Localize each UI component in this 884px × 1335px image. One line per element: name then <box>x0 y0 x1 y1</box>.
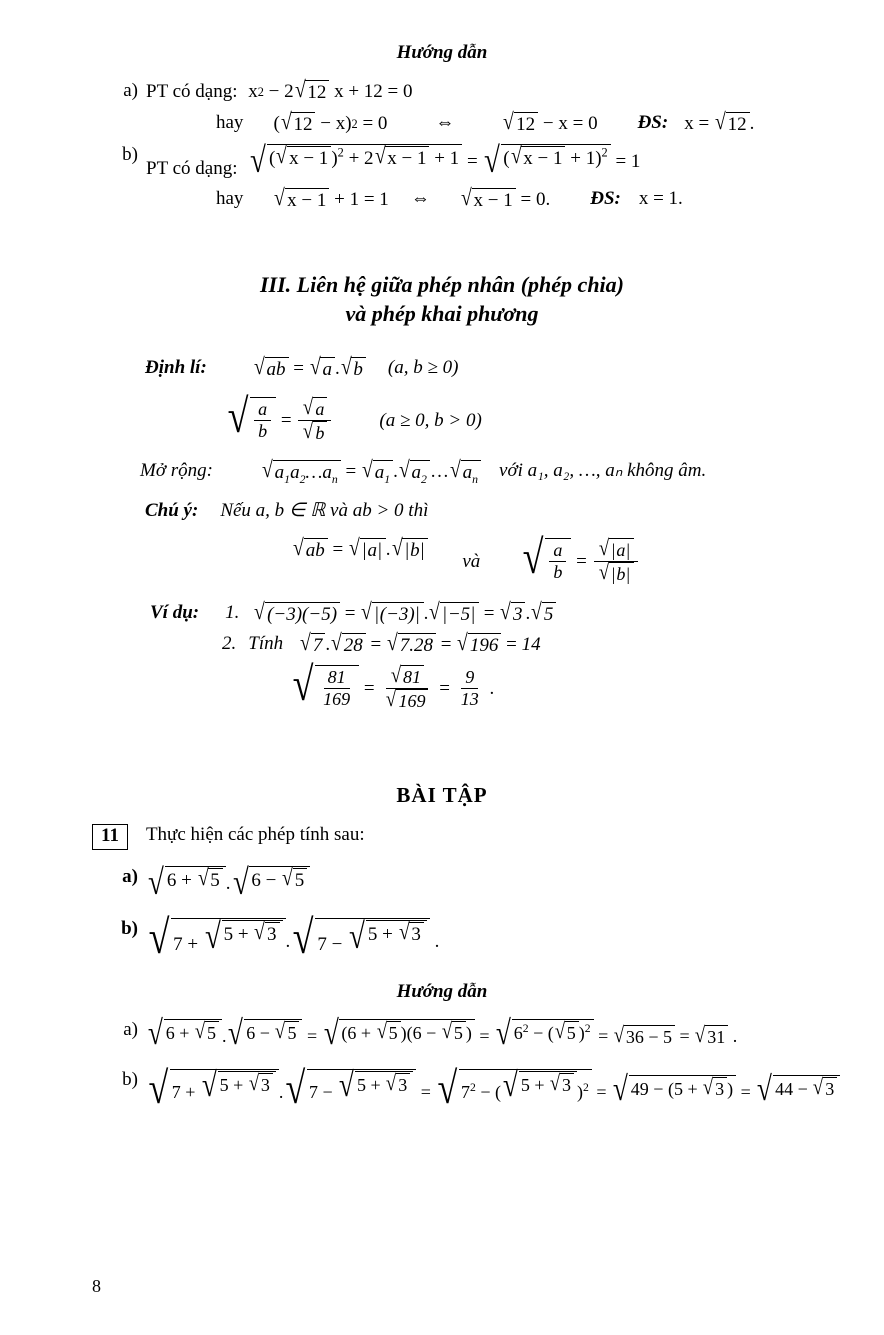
vi-du-2-expr: √ 7 . √ 28 = √ 7.28 = √ 196 = 14 <box>300 630 541 657</box>
solution-b-expr: √ ( √ x − 1 )$^2$ + 2 √ x − 1 + 1 = √ ( √ x − 1 + 1)$^2$ = 1 <box>250 139 641 180</box>
exercise-solution-a <box>0 1015 884 1053</box>
chu-y-va: và <box>462 550 481 572</box>
theorem-block <box>0 354 884 381</box>
dinh-li-expr-1: √ ab = √ a . √ b <box>253 357 366 381</box>
ds-label-b: ĐS: <box>590 187 621 209</box>
solution-a-expr3: √ 12 − x = 0 <box>503 108 598 135</box>
chu-y-expr-1: √ ab = √ |a| . √ |b| <box>292 538 428 562</box>
solution-b-expr2: √ x − 1 + 1 = 1 <box>274 184 389 211</box>
chu-y-text: Nếu a, b ∈ ℝ và ab > 0 thì <box>220 500 429 522</box>
section-heading <box>0 270 884 329</box>
chu-y-expr-2: √ $\frac{a}{b}$ = √ |a| √ |b| <box>520 538 640 586</box>
solution-a-text: PT có dạng: <box>146 81 238 102</box>
chu-y-label: Chú ý: <box>145 500 199 522</box>
dinh-li-cond-1: (a, b ≥ 0) <box>387 357 459 378</box>
ds-value-a: x = √ 12 . <box>684 108 755 135</box>
exercise-item-b <box>0 911 884 966</box>
ds-label-a: ĐS: <box>637 111 669 133</box>
exercise-expr-b: √ 7 + √ 5 + √ 3 . √ 7 − √ 5 + √ 3 . <box>148 911 440 964</box>
vi-du-1-num: 1. <box>225 601 240 623</box>
ds-value-b: x = 1. <box>638 187 683 209</box>
exercise-solution-label-b: b) <box>122 1069 138 1091</box>
exercise-number-badge: 11 <box>92 824 128 850</box>
exercise-label-a: a) <box>122 865 138 887</box>
mo-rong-block <box>0 457 884 487</box>
vi-du-3-expr: √ $\frac{81}{169}$ = √ 81 √ 169 = $\frac{9}{13}$ . <box>292 659 495 712</box>
dinh-li-expr-2: √ $\frac{a}{b}$ = √ a √ b <box>225 397 333 445</box>
chu-y-block <box>0 500 884 522</box>
vi-du-label: Ví dụ: <box>150 601 200 623</box>
item-label-a: a) <box>123 80 138 101</box>
solution-b-content <box>146 139 641 180</box>
solution-a-content <box>146 77 413 104</box>
solution-a-expr: x 2 − 2 √ 12 x + 12 = 0 <box>248 77 413 103</box>
solution-b-expr3: √ x − 1 = 0. <box>460 184 551 211</box>
vi-du-2-word: Tính <box>248 633 284 655</box>
solution-line-b2 <box>0 184 884 212</box>
solution-a-expr2: ( √ 12 − x) 2 = 0 <box>273 108 388 135</box>
exercise-prompt: Thực hiện các phép tính sau: <box>145 823 365 845</box>
exercise-solution-label-a: a) <box>123 1019 138 1041</box>
exercise-expr-a: √ 6 + √ 5 . √ 6 − √ 5 <box>146 866 310 902</box>
vi-du-2-num: 2. <box>222 633 237 655</box>
huong-dan-title-1: Hướng dẫn <box>396 42 488 63</box>
solution-line-a2 <box>0 108 884 136</box>
exercise-solution-b <box>0 1063 884 1114</box>
hay-word-b: hay <box>216 187 244 209</box>
dinh-li-cond-2: (a ≥ 0, b > 0) <box>379 409 482 431</box>
exercise-label-b: b) <box>121 917 138 939</box>
vi-du-3-row <box>0 659 884 713</box>
mo-rong-expr: √ $a_1a_2\dots a_n$ = √ $a_1$ . √ $a_2$ … √ $a_n$ <box>261 460 481 484</box>
item-label-b: b) <box>122 143 138 165</box>
solution-b-text: PT có dạng: <box>146 157 238 179</box>
solution-line-a <box>0 77 884 104</box>
section-title-line2: và phép khai phương <box>345 301 539 327</box>
hay-word-a: hay <box>216 111 244 133</box>
huong-dan-heading-1 <box>0 0 884 64</box>
page-number: 8 <box>92 1276 101 1296</box>
exercise-solution-expr-a: √ 6 + √ 5 . √ 6 − √ 5 = √ (6 + √ 5 )(6 − √ 5 ) = √ $6^2$ − ( √ 5 )$^2$ = √ 36 − 5 = √ 31 . <box>147 1015 738 1053</box>
exercise-solution-expr-b: √ 7 + √ 5 + √ 3 . √ 7 − √ 5 + √ 3 = √ $7^2$ − ( √ 5 + √ 3 )$^2$ = √ 49 − (5 + √ 3 ) = √ 44 − √ 3 <box>146 1069 840 1114</box>
mo-rong-tail: với a₁, a₂, …, aₙ không âm. <box>499 460 707 482</box>
exercise-11 <box>0 824 884 850</box>
huong-dan-title-2: Hướng dẫn <box>396 981 488 1003</box>
bai-tap-heading: BÀI TẬP <box>396 782 488 807</box>
theorem-block-2 <box>0 390 884 445</box>
vi-du-1-expr: √ (−3)(−5) = √ |(−3)| . √ |−5| = √ 3 . √ 5 <box>253 602 556 626</box>
iff-symbol-a: ⇔ <box>435 111 455 133</box>
exercise-item-a <box>0 861 884 902</box>
solution-line-b <box>0 139 884 180</box>
chu-y-formula-row <box>0 532 884 586</box>
section-title-line1: III. Liên hệ giữa phép nhân (phép chia) <box>260 271 624 297</box>
mo-rong-label: Mở rộng: <box>140 460 213 482</box>
iff-symbol-b: ⇔ <box>410 187 430 209</box>
vi-du-block <box>0 598 884 626</box>
dinh-li-label: Định lí: <box>145 357 207 378</box>
vi-du-2-row <box>0 630 884 657</box>
